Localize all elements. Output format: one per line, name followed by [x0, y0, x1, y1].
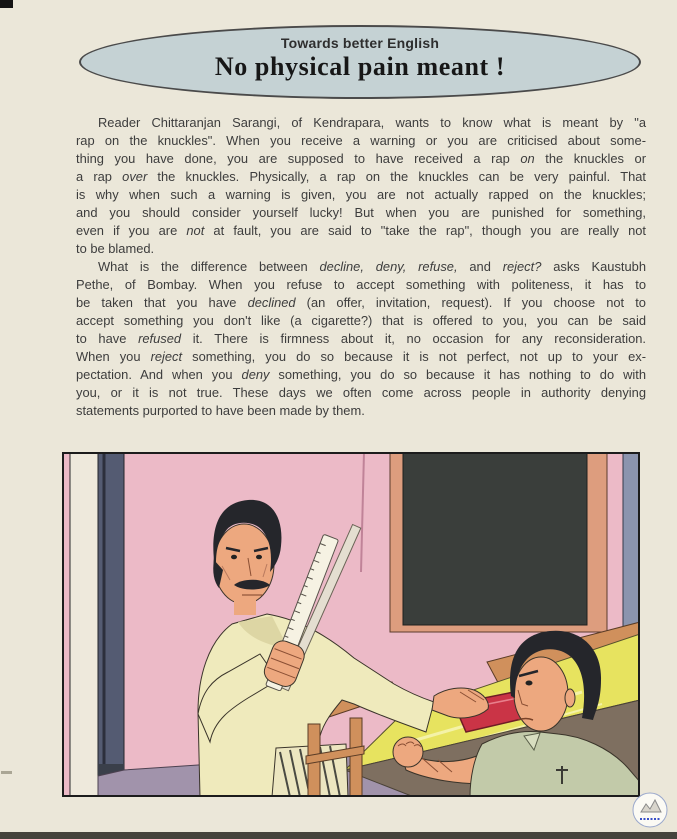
wall-strip	[70, 452, 98, 797]
text-line: be taken that you have declined (an offer, invitation, request). If you choose not to	[76, 295, 646, 310]
article-body	[76, 114, 646, 420]
blackboard	[390, 452, 607, 632]
text-line: to be blamed.	[76, 241, 155, 256]
text-line: is why when such a warning is given, you are not actually rapped on the knuckles;	[76, 187, 646, 202]
text-line: Reader Chittaranjan Sarangi, of Kendrapara, wants to know what is meant by "a	[98, 115, 646, 130]
text-line: you, or it is not true. These days we often come across people in authority denying	[76, 385, 646, 400]
text-line: rap on the knuckles". When you receive a warning or you are criticised about some-	[76, 133, 646, 148]
scan-bottom-bar	[0, 832, 677, 839]
headline: No physical pain meant !	[214, 52, 506, 81]
watermark-stamp	[627, 786, 673, 834]
text-line: statements purported to have been made by them.	[76, 403, 365, 418]
scan-corner-mark	[0, 0, 13, 8]
text-line: When you reject something, you do so because it is not perfect, not up to your ex-	[76, 349, 646, 364]
masthead-ellipse	[79, 25, 641, 99]
window-strip	[623, 452, 640, 648]
paragraph	[76, 114, 646, 258]
text-line: What is the difference between decline, deny, refuse, and reject? asks Kaustubh	[98, 259, 646, 274]
text-line: accept something you don't like (a cigarette?) that is offered to you, you can be said	[76, 313, 646, 328]
scan-speck	[1, 771, 12, 774]
text-line: a rap over the knuckles. Physically, a rap on the knuckles can be very painful. That	[76, 169, 646, 184]
paragraph	[76, 258, 646, 420]
text-line: pectation. And when you deny something, you do so because it has nothing to do with	[76, 367, 646, 382]
column-kicker: Towards better English	[280, 35, 440, 51]
text-line: even if you are not at fault, you are said to "take the rap", though you are really not	[76, 223, 646, 238]
text-line: to have refused it. There is firmness about it, no occasion for any reconsideration.	[76, 331, 646, 346]
door-frame	[98, 452, 124, 770]
text-line: and you should consider yourself lucky! But when you are punished for something,	[76, 205, 646, 220]
text-line: Pethe, of Bombay. When you refuse to accept something with politeness, it has to	[76, 277, 646, 292]
illustration-panel	[62, 452, 640, 797]
text-line: thing you have done, you are supposed to have received a rap on the knuckles or	[76, 151, 646, 166]
